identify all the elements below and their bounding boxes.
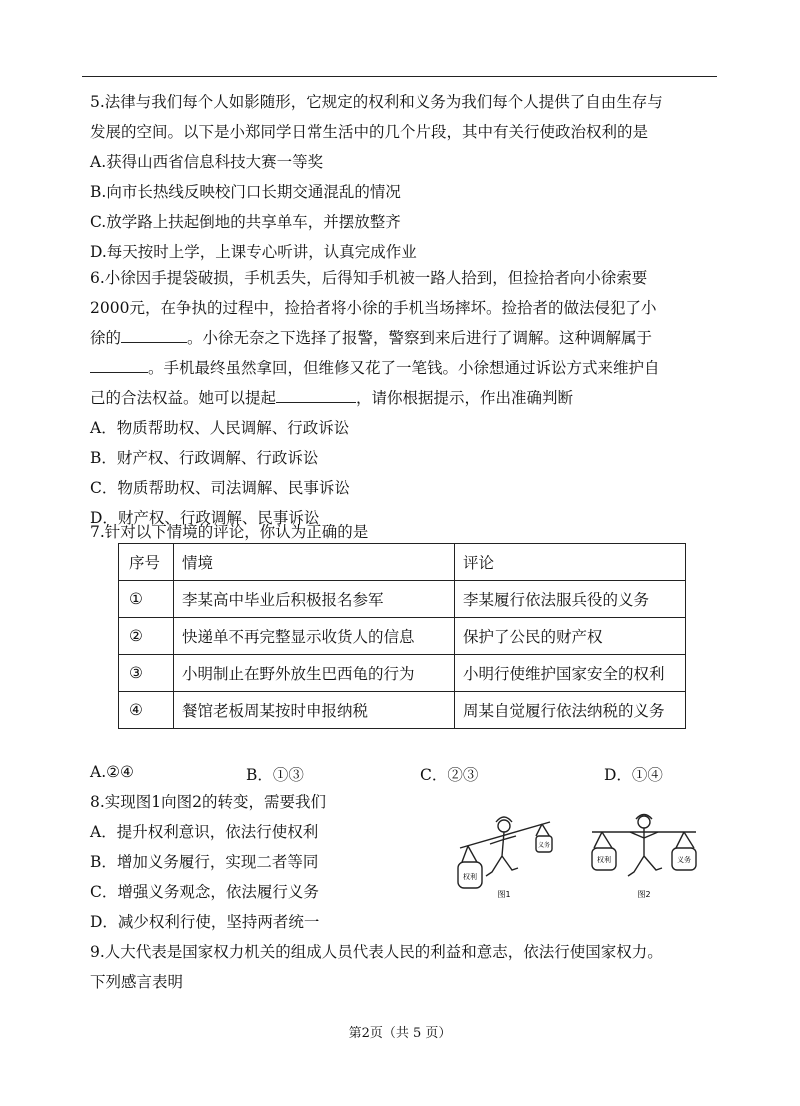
q6-stem-line3 — [90, 328, 652, 348]
table-cell: 小明制止在野外放生巴西龟的行为 — [174, 655, 455, 692]
q6-blank-3 — [276, 388, 356, 403]
q8-option-a: A．提升权利意识，依法行使权利 — [90, 823, 319, 841]
figure-2-caption: 图2 — [637, 890, 651, 899]
q5-stem-line1: 5.法律与我们每个人如影随形，它规定的权利和义务为我们每个人提供了自由生存与 — [90, 93, 663, 111]
q7-stem: 7.针对以下情境的评论，你认为正确的是 — [90, 523, 369, 541]
table-cell: 餐馆老板周某按时申报纳税 — [174, 692, 455, 729]
q8-figure-2 — [586, 810, 702, 900]
q6-line4-text: 。手机最终虽然拿回，但维修又花了一笔钱。小徐想通过诉讼方式来维护自 — [148, 359, 660, 377]
q8-stem: 8.实现图1向图2的转变，需要我们 — [90, 793, 327, 811]
q5-option-a: A.获得山西省信息科技大赛一等奖 — [90, 153, 324, 171]
table-row — [119, 618, 686, 655]
table-cell: ④ — [119, 692, 174, 729]
table-cell: 周某自觉履行依法纳税的义务 — [455, 692, 686, 729]
table-row — [119, 581, 686, 618]
q6-line5-start: 己的合法权益。她可以提起 — [90, 389, 277, 407]
q8-option-c: C．增强义务观念，依法履行义务 — [90, 883, 319, 901]
duty-bag-label: 义务 — [677, 856, 691, 864]
q6-option-d: D．财产权、行政调解、民事诉讼 — [90, 509, 320, 527]
table-cell: ① — [119, 581, 174, 618]
table-row — [119, 655, 686, 692]
q6-line3-end: 。小徐无奈之下选择了报警，警察到来后进行了调解。这种调解属于 — [187, 329, 653, 347]
q6-stem-line4 — [90, 358, 660, 378]
q6-line3-start: 徐的 — [90, 329, 122, 347]
q8-option-b: B．增加义务履行，实现二者等同 — [90, 853, 319, 871]
table-header-row — [119, 544, 686, 581]
q7-table — [118, 543, 686, 729]
person-head — [498, 820, 510, 832]
q5-option-b: B.向市长热线反映校门口长期交通混乱的情况 — [90, 183, 401, 201]
table-cell: 保护了公民的财产权 — [455, 618, 686, 655]
q6-stem-line1: 6.小徐因手提袋破损，手机丢失，后得知手机被一路人拾到，但捡拾者向小徐索要 — [90, 269, 648, 287]
figure-1-caption: 图1 — [497, 890, 511, 899]
q6-option-b: B．财产权、行政调解、行政诉讼 — [90, 449, 319, 467]
table-cell: 李某履行依法服兵役的义务 — [455, 581, 686, 618]
q6-stem-line2: 2000元，在争执的过程中，捡拾者将小徐的手机当场摔坏。捡拾者的做法侵犯了小 — [90, 299, 657, 317]
table-header-cell: 情境 — [174, 544, 455, 581]
q5-stem-line2: 发展的空间。以下是小郑同学日常生活中的几个片段，其中有关行使政治权利的是 — [90, 123, 649, 141]
table-header-cell: 序号 — [119, 544, 174, 581]
q6-option-c: C．物质帮助权、司法调解、民事诉讼 — [90, 479, 350, 497]
header-rule — [82, 76, 717, 77]
q8-option-d: D．减少权利行使，坚持两者统一 — [90, 913, 320, 931]
q6-blank-2 — [90, 358, 148, 373]
person-head — [638, 816, 650, 828]
q8-figure-1 — [452, 810, 562, 900]
q5-option-c: C.放学路上扶起倒地的共享单车，并摆放整齐 — [90, 213, 401, 231]
table-header-cell: 评论 — [455, 544, 686, 581]
table-cell: ③ — [119, 655, 174, 692]
rights-bag-label: 权利 — [463, 873, 477, 881]
q7-option-b: B．①③ — [246, 766, 304, 784]
q6-blank-1 — [121, 328, 187, 343]
page-footer: 第2页（共 5 页） — [348, 1026, 452, 1041]
table-cell: 小明行使维护国家安全的权利 — [455, 655, 686, 692]
table-cell: ② — [119, 618, 174, 655]
table-cell: 李某高中毕业后积极报名参军 — [174, 581, 455, 618]
duty-bag-label: 义务 — [537, 842, 551, 849]
q9-stem-line2: 下列感言表明 — [90, 973, 184, 991]
q9-stem-line1: 9.人大代表是国家权力机关的组成人员代表人民的利益和意志，依法行使国家权力。 — [90, 943, 663, 961]
q6-option-a: A．物质帮助权、人民调解、行政诉讼 — [90, 419, 350, 437]
table-cell: 快递单不再完整显示收货人的信息 — [174, 618, 455, 655]
rights-bag-label: 权利 — [597, 856, 611, 864]
q7-option-c: C．②③ — [420, 766, 479, 784]
q6-line5-end: ，请你根据提示，作出准确判断 — [356, 389, 574, 407]
q5-option-d: D.每天按时上学，上课专心听讲，认真完成作业 — [90, 243, 417, 261]
table-row — [119, 692, 686, 729]
q7-option-d: D．①④ — [604, 766, 663, 784]
q6-stem-line5 — [90, 388, 573, 408]
q7-option-a: A.②④ — [90, 763, 134, 781]
